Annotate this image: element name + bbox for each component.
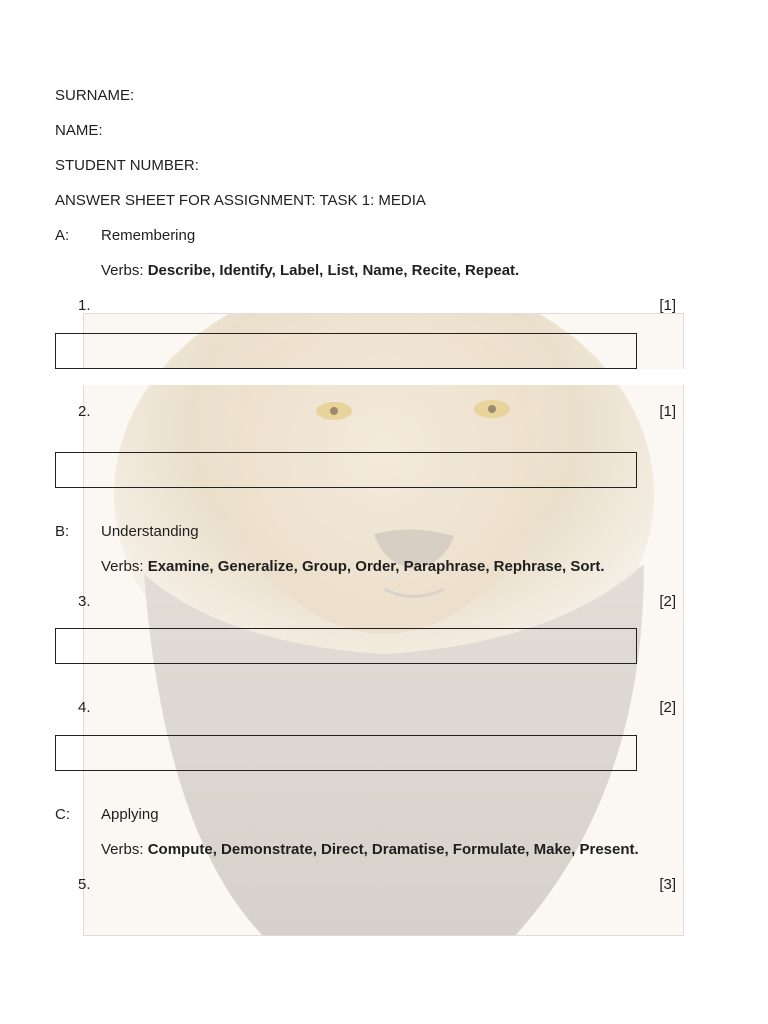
question-5-number: 5. xyxy=(78,876,91,893)
student-number-label: STUDENT NUMBER: xyxy=(55,157,199,174)
question-2-number: 2. xyxy=(78,403,91,420)
question-2-marks: [1] xyxy=(659,403,676,420)
answer-box-1[interactable] xyxy=(55,333,637,369)
question-1-marks: [1] xyxy=(659,297,676,314)
section-c-verbs xyxy=(101,841,639,859)
verbs-list: Describe, Identify, Label, List, Name, Recite, Repeat. xyxy=(147,262,520,279)
verbs-list: Compute, Demonstrate, Direct, Dramatise, Formulate, Make, Present. xyxy=(147,841,639,858)
page-title: ANSWER SHEET FOR ASSIGNMENT: TASK 1: MEDIA xyxy=(55,192,426,209)
verbs-prefix: Verbs: xyxy=(101,558,148,575)
section-c-title: Applying xyxy=(101,806,159,823)
answer-box-3[interactable] xyxy=(55,628,637,664)
verbs-list: Examine, Generalize, Group, Order, Paraphrase, Rephrase, Sort. xyxy=(147,558,605,575)
question-1-number: 1. xyxy=(78,297,91,314)
section-b-letter: B: xyxy=(55,523,70,540)
question-4-number: 4. xyxy=(78,699,91,716)
section-a-verbs xyxy=(101,262,519,280)
surname-label: SURNAME: xyxy=(55,87,135,104)
question-5-marks: [3] xyxy=(659,876,676,893)
question-4-marks: [2] xyxy=(659,699,676,716)
section-c-letter: C: xyxy=(55,806,70,823)
section-b-verbs xyxy=(101,558,605,576)
section-b-title: Understanding xyxy=(101,523,199,540)
answer-box-4[interactable] xyxy=(55,735,637,771)
question-3-number: 3. xyxy=(78,593,91,610)
section-a-letter: A: xyxy=(55,227,70,244)
section-a-title: Remembering xyxy=(101,227,196,244)
verbs-prefix: Verbs: xyxy=(101,262,148,279)
verbs-prefix: Verbs: xyxy=(101,841,148,858)
name-label: NAME: xyxy=(55,122,103,139)
question-3-marks: [2] xyxy=(659,593,676,610)
answer-box-2[interactable] xyxy=(55,452,637,488)
watermark-gap xyxy=(83,369,684,385)
